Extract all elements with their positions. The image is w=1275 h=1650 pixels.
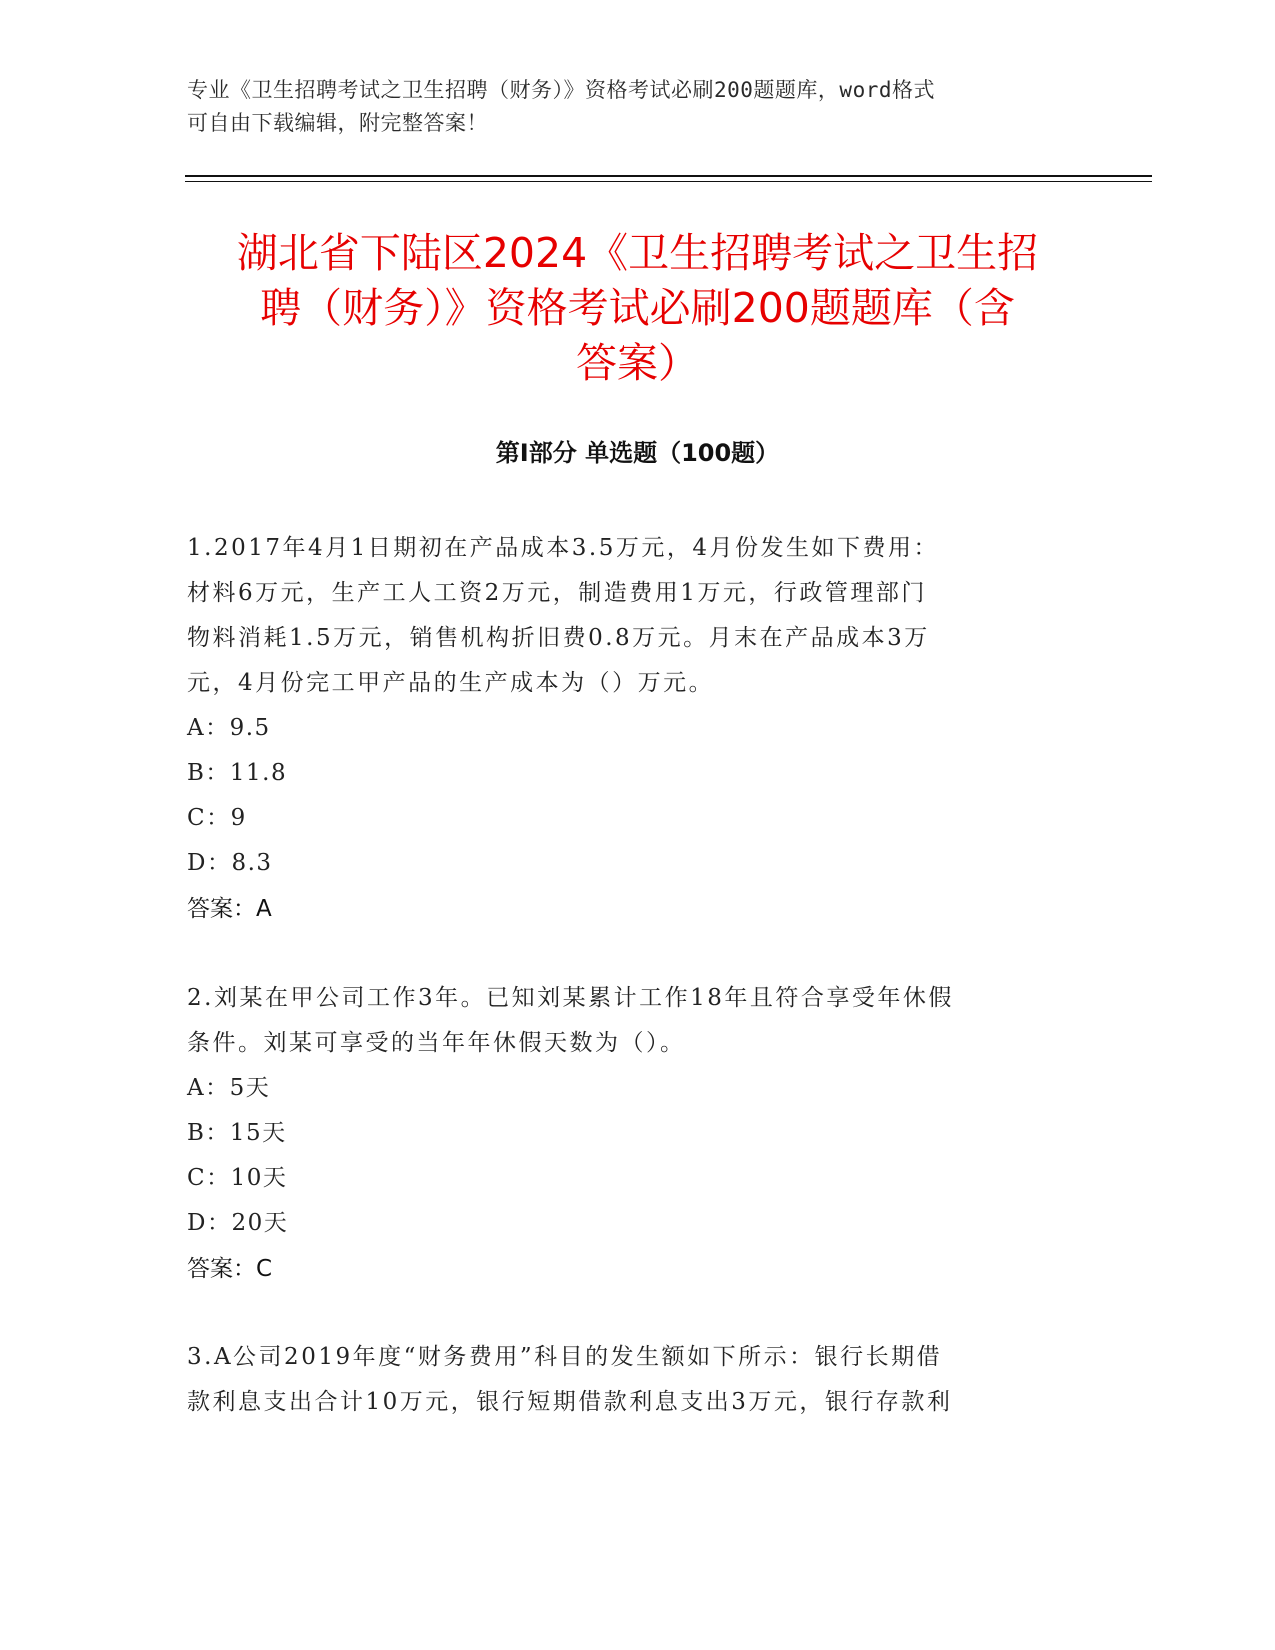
question-1	[187, 526, 1077, 932]
option-b: B：15天	[187, 1120, 287, 1146]
question-stem-line: 元，4月份完工甲产品的生产成本为（）万元。	[187, 670, 715, 696]
answer-label: 答案：C	[187, 1256, 273, 1282]
header-note-line-1: 专业《卫生招聘考试之卫生招聘（财务）》资格考试必刷200题题库，word格式	[187, 78, 935, 102]
document-title	[170, 226, 1105, 391]
option-c: C：10天	[187, 1165, 288, 1191]
document-title-line-3: 答案）	[576, 339, 699, 387]
header-divider-thin	[185, 181, 1152, 182]
option-c: C：9	[187, 805, 247, 831]
answer-label: 答案：A	[187, 896, 272, 922]
question-stem-line: 2.刘某在甲公司工作3年。已知刘某累计工作18年且符合享受年休假	[187, 985, 954, 1011]
document-title-line-2: 聘（财务）》资格考试必刷200题题库（含	[260, 284, 1015, 332]
option-b: B：11.8	[187, 760, 288, 786]
option-d: D：20天	[187, 1210, 289, 1236]
question-2	[187, 976, 1077, 1292]
option-a: A：5天	[187, 1075, 271, 1101]
question-stem-line: 条件。刘某可享受的当年年休假天数为（）。	[187, 1030, 686, 1056]
question-stem-line: 材料6万元，生产工人工资2万元，制造费用1万元，行政管理部门	[187, 580, 927, 606]
question-3	[187, 1335, 1077, 1425]
question-stem-line: 款利息支出合计10万元，银行短期借款利息支出3万元，银行存款利	[187, 1389, 953, 1415]
question-stem-line: 物料消耗1.5万元，销售机构折旧费0.8万元。月末在产品成本3万	[187, 625, 930, 651]
header-note	[187, 74, 1067, 140]
header-note-line-2: 可自由下载编辑，附完整答案！	[187, 111, 488, 135]
section-heading: 第Ⅰ部分 单选题（100题）	[495, 439, 780, 467]
option-d: D：8.3	[187, 850, 273, 876]
header-divider-thick	[185, 175, 1152, 177]
option-a: A：9.5	[187, 715, 271, 741]
document-title-line-1: 湖北省下陆区2024《卫生招聘考试之卫生招	[236, 229, 1039, 277]
question-stem-line: 1.2017年4月1日期初在产品成本3.5万元，4月份发生如下费用：	[187, 535, 939, 561]
question-stem-line: 3.A公司2019年度“财务费用”科目的发生额如下所示：银行长期借	[187, 1344, 943, 1370]
